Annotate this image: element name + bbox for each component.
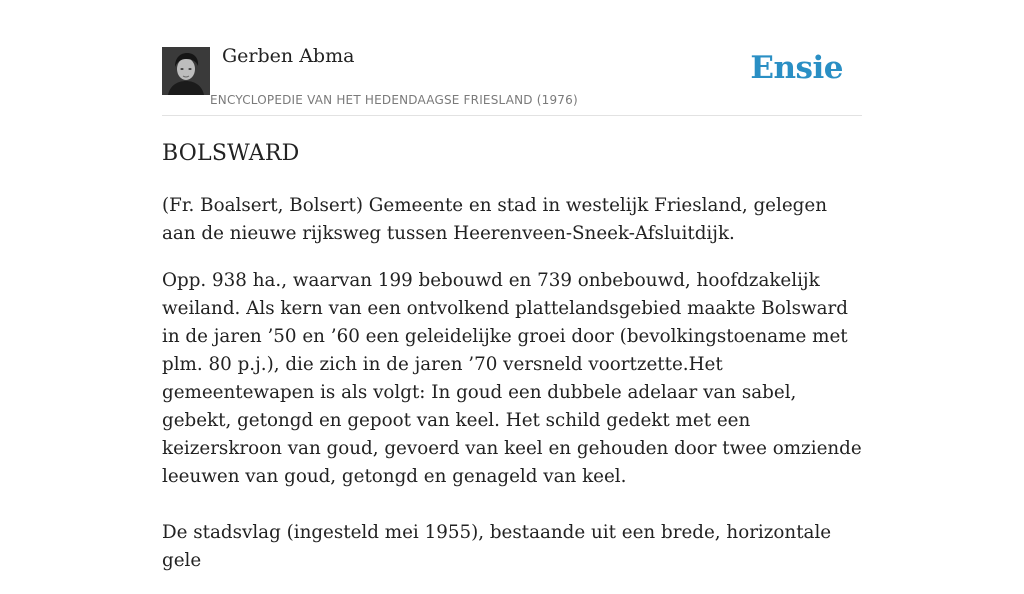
paragraph: (Fr. Boalsert, Bolsert) Gemeente en stad in westelijk Friesland, gelegen aan de nieuwe rijksweg tussen Heerenveen-Sneek-Afsluitdijk. (162, 195, 827, 244)
article-title: BOLSWARD (162, 141, 300, 166)
author-name[interactable]: Gerben Abma (222, 45, 355, 67)
source-label[interactable]: ENCYCLOPEDIE VAN HET HEDENDAAGSE FRIESLAND (1976) (210, 93, 578, 107)
paragraph: Opp. 938 ha., waarvan 199 bebouwd en 739 onbebouwd, hoofdzakelijk weiland. Als kern van een ontvolkend plattelandsgebied maakte Bolsward in de jaren ’50 en ’60 een geleidelijke groei door (bevolkingstoename met plm. 80 p.j.), die zich in de jaren ’70 versneld voortzette.Het gemeentewapen is als volgt: In goud een dubbele adelaar van sabel, gebekt, getongd en gepoot van keel. Het schild gedekt met een keizerskroon van goud, gevoerd van keel en gehouden door twee omziende leeuwen van goud, getongd en genageld van keel. (162, 270, 862, 487)
article-body (162, 192, 862, 594)
author-avatar[interactable] (162, 47, 210, 95)
brand-logo[interactable]: Ensie (750, 50, 843, 86)
article-header (162, 0, 862, 116)
author-portrait-icon (162, 47, 210, 95)
paragraph: De stadsvlag (ingesteld mei 1955), bestaande uit een brede, horizontale gele (162, 522, 832, 571)
article-page (162, 0, 862, 571)
